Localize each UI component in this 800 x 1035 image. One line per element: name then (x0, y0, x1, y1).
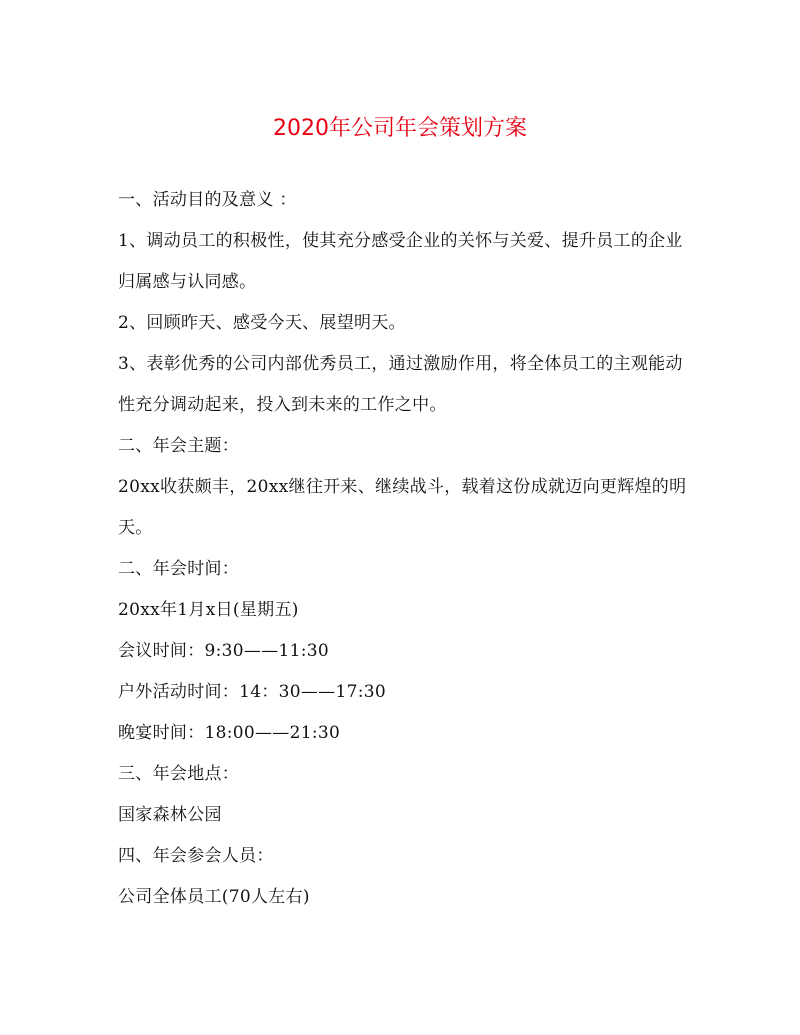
section-heading-attendees: 四、年会参会人员： (118, 846, 274, 866)
paragraph-date: 20xx年1月x日(星期五) (118, 600, 299, 620)
paragraph-meeting-time: 会议时间：9:30——11:30 (118, 641, 329, 661)
paragraph-outdoor-time: 户外活动时间：14：30——17:30 (118, 682, 386, 702)
paragraph-dinner-time: 晚宴时间：18:00——21:30 (118, 723, 341, 743)
document-body (118, 180, 698, 918)
paragraph-purpose-3: 3、表彰优秀的公司内部优秀员工，通过激励作用，将全体员工的主观能动性充分调动起来，投入到未来的工作之中。 (118, 354, 683, 415)
paragraph-attendees: 公司全体员工(70人左右) (118, 887, 310, 907)
paragraph-purpose-2: 2、回顾昨天、感受今天、展望明天。 (118, 313, 406, 333)
section-heading-theme: 二、年会主题： (118, 436, 240, 456)
section-heading-time: 二、年会时间： (118, 559, 240, 579)
document-title: 2020年公司年会策划方案 (273, 116, 527, 141)
paragraph-location: 国家森林公园 (118, 805, 222, 825)
paragraph-theme: 20xx收获颇丰，20xx继往开来、继续战斗，载着这份成就迈向更辉煌的明天。 (118, 477, 687, 538)
paragraph-purpose-1: 1、调动员工的积极性，使其充分感受企业的关怀与关爱、提升员工的企业归属感与认同感。 (118, 231, 683, 292)
section-heading-location: 三、年会地点： (118, 764, 240, 784)
section-heading-purpose: 一、活动目的及意义 ： (118, 190, 297, 210)
